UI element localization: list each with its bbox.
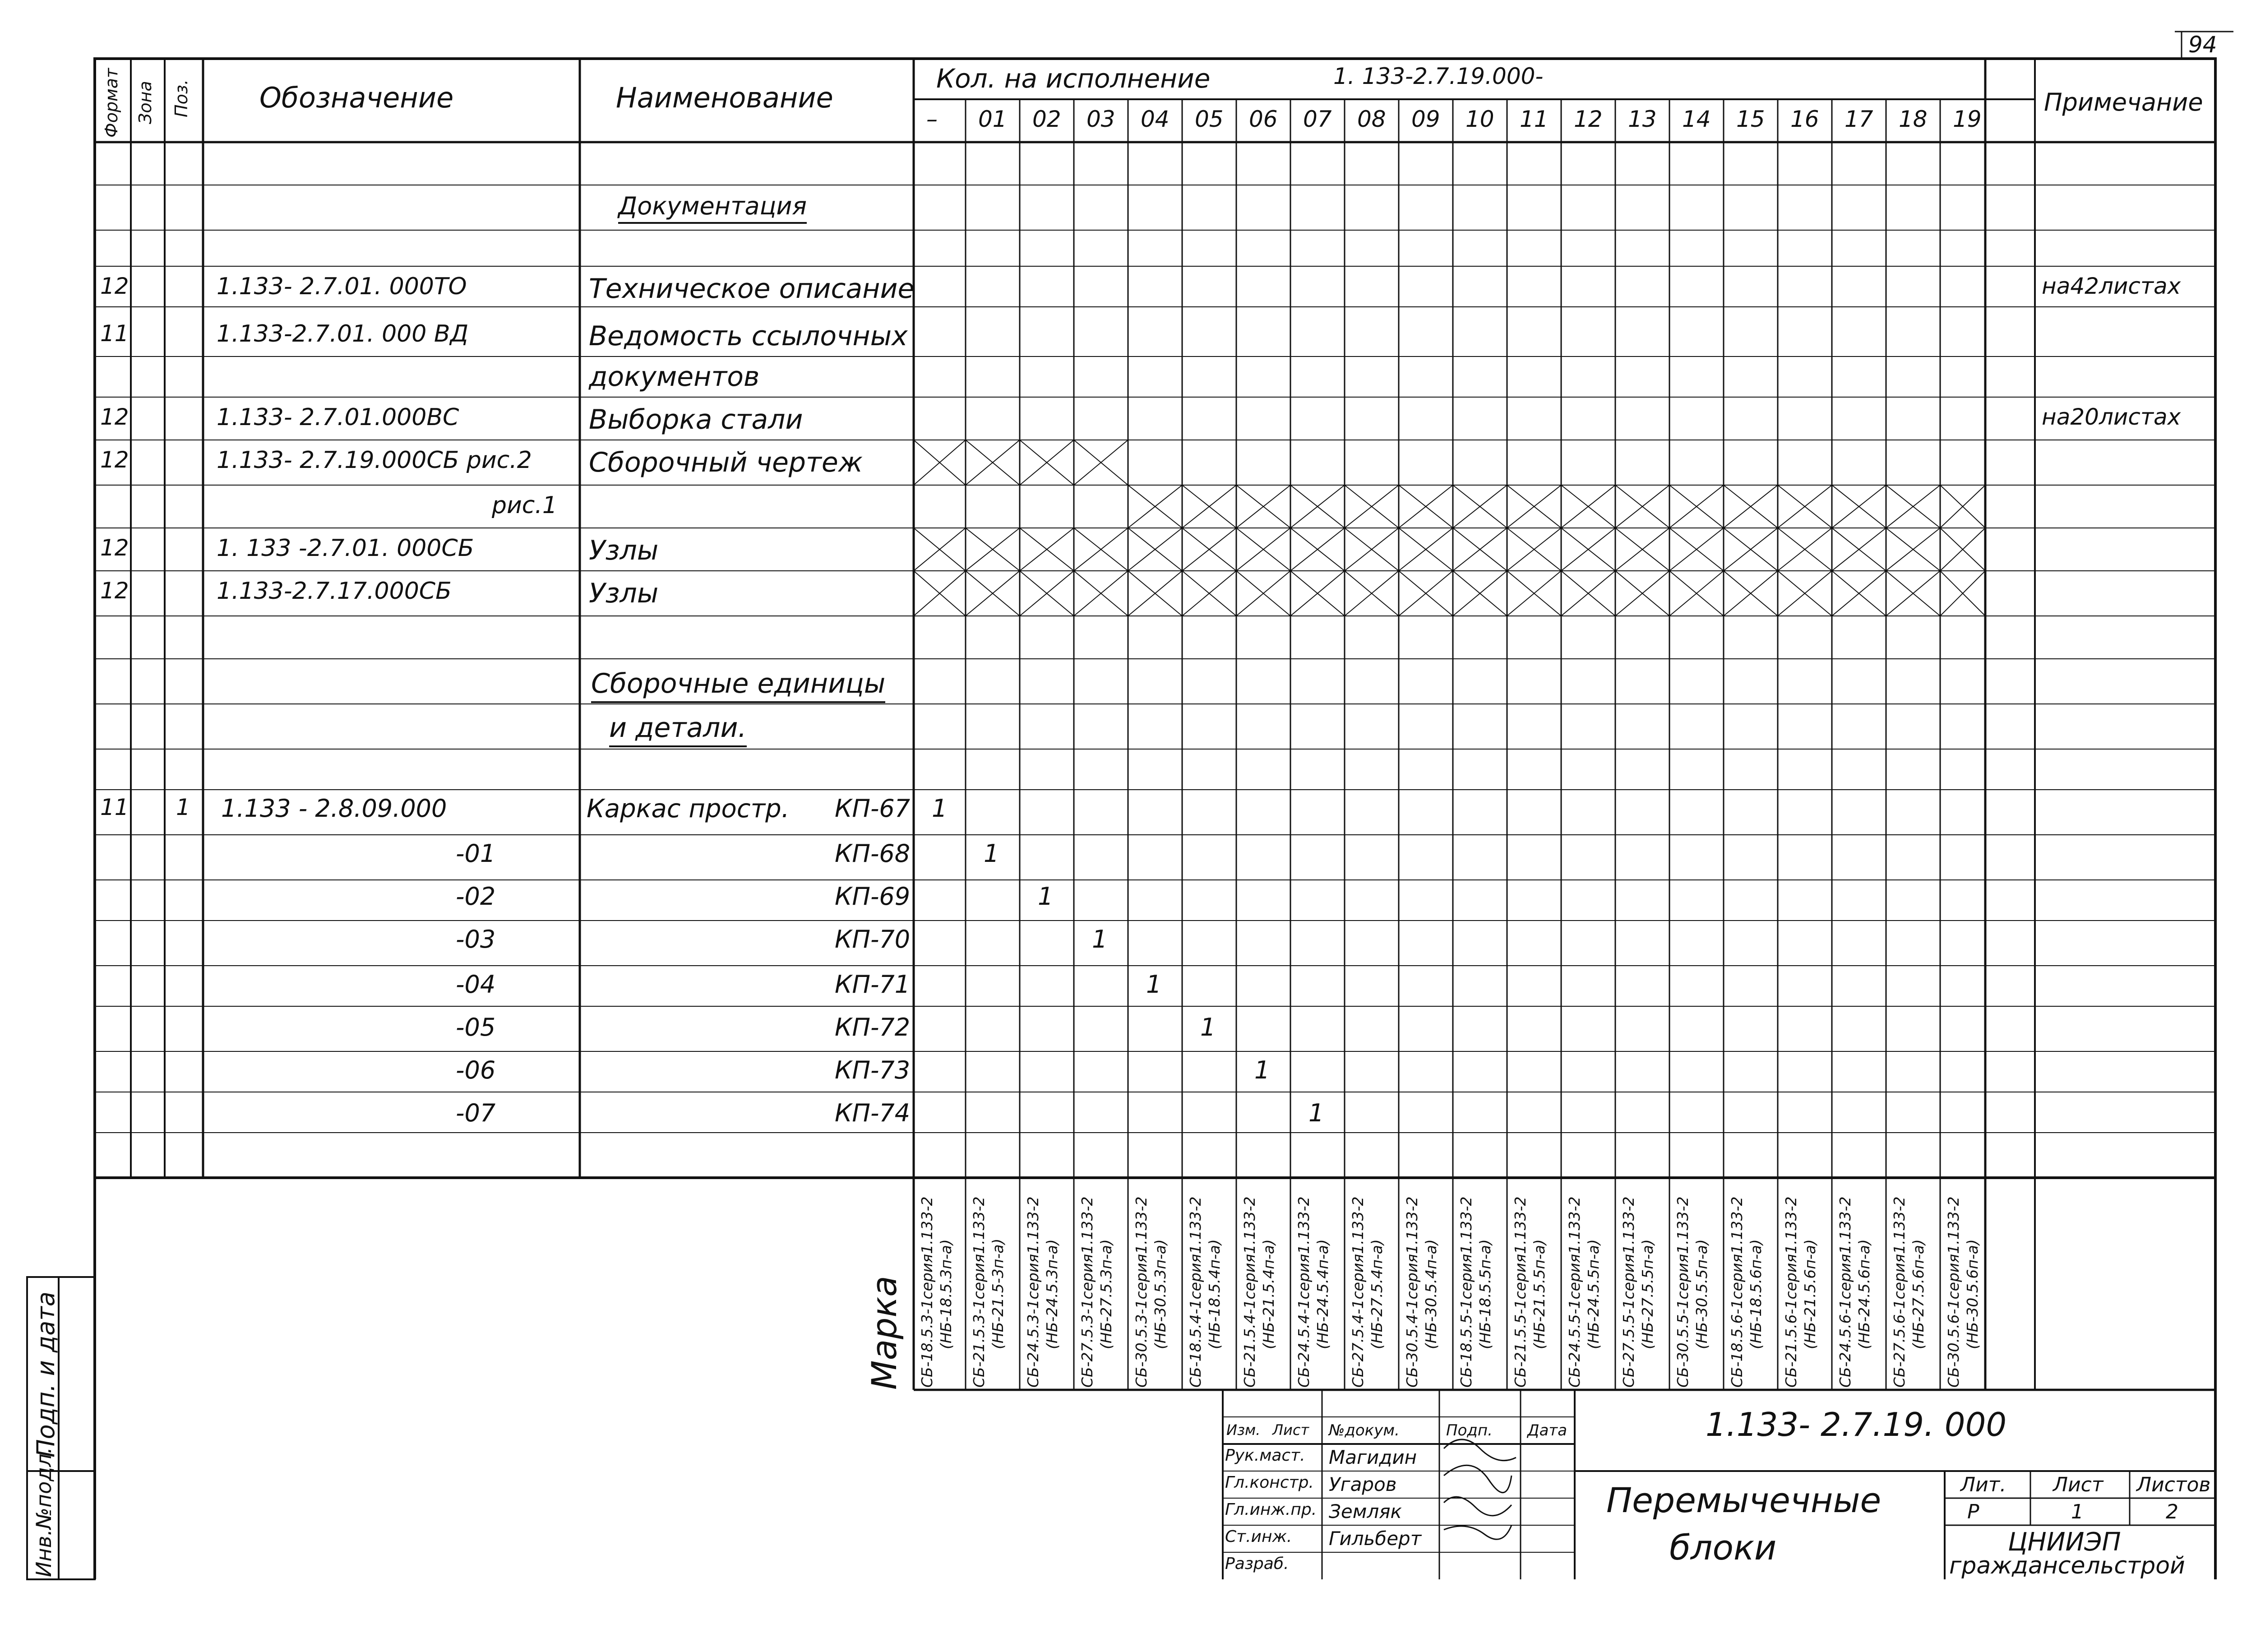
variant-label-0: – [926,106,938,132]
crossed-cell [1886,528,1940,571]
item-designation: 1.133 - 2.8.09.000 [221,794,447,823]
variant-label-9: 09 [1411,106,1440,132]
variant-label-8: 08 [1357,106,1386,132]
doc-title-2: блоки [1669,1527,1777,1568]
lit-label: Лит. [1960,1473,2006,1496]
header-qty-title: Кол. на исполнение [936,63,1211,94]
item-designation: -06 [456,1056,496,1084]
variant-label-14: 14 [1682,106,1711,132]
row-name: Узлы [589,578,659,609]
crossed-cell [1074,528,1128,571]
crossed-cell [1724,485,1778,528]
header-zone: Зона [135,81,155,124]
crossed-cell [1561,528,1615,571]
variant-label-12: 12 [1574,106,1603,132]
crossed-cell [966,571,1020,616]
crossed-cell [1669,571,1724,616]
item-qty: 1 [1254,1056,1270,1084]
org-1: ЦНИИЭП [2008,1527,2121,1557]
crossed-cell [1345,571,1399,616]
row-designation: 1.133- 2.7.19.000СБ рис.2 [217,447,532,474]
item-format: 11 [100,794,129,820]
crossed-cell [1399,485,1453,528]
crossed-cell [966,528,1020,571]
sheet-number: 94 [2188,32,2217,58]
item-mark: КП-71 [835,970,911,999]
sheets-label: Листов [2136,1473,2211,1496]
org-2: граждансельстрой [1949,1552,2185,1579]
mark-line1: СБ-21.5.5-1серия1.133-2 [1512,1196,1529,1388]
mark-line2: (НБ-21.5-3п-а) [989,1238,1007,1349]
item-name: Каркас простр. [587,794,790,824]
variant-label-1: 01 [978,106,1007,132]
mark-line1: СБ-30.5.4-1серия1.133-2 [1403,1196,1421,1388]
crossed-cell [1182,528,1236,571]
mark-line2: (НБ-30.5.3п-а) [1151,1239,1169,1349]
item-pos: 1 [176,794,190,820]
crossed-cell [1074,440,1128,485]
mark-line2: (НБ-30.5.6п-а) [1964,1239,1981,1349]
row-name: Техническое описание [589,273,915,305]
row-format: 12 [100,535,129,561]
crossed-cell [1236,528,1290,571]
header-name: Наименование [616,81,833,114]
item-qty: 1 [932,794,948,823]
crossed-cell [1290,528,1345,571]
item-mark: КП-72 [835,1013,911,1041]
crossed-cell [1399,571,1453,616]
mark-line2: (НБ-18.5.5п-а) [1476,1239,1494,1349]
variant-label-18: 18 [1899,106,1928,132]
item-designation: -04 [456,970,496,999]
tb-role: Рук.маст. [1225,1446,1305,1465]
crossed-cell [1345,485,1399,528]
crossed-cell [914,440,966,485]
item-qty: 1 [984,839,999,868]
mark-line1: СБ-18.5.5-1серия1.133-2 [1457,1196,1475,1388]
sheet-label: Лист [2053,1473,2103,1496]
crossed-cell [1669,485,1724,528]
crossed-cell [1345,528,1399,571]
mark-line1: СБ-30.5.5-1серия1.133-2 [1674,1196,1692,1388]
crossed-cell [1020,571,1074,616]
crossed-cell [1669,528,1724,571]
item-designation: -02 [456,882,496,911]
item-qty: 1 [1038,882,1054,911]
row-name: Узлы [589,535,659,566]
crossed-cell [1724,571,1778,616]
variant-label-2: 02 [1032,106,1061,132]
item-designation: -07 [456,1099,496,1127]
mark-line1: СБ-30.5.6-1серия1.133-2 [1945,1196,1962,1388]
crossed-cell [1832,571,1886,616]
crossed-cell [1778,571,1832,616]
crossed-cell [1778,528,1832,571]
crossed-cell [1453,571,1507,616]
item-qty: 1 [1146,970,1162,999]
crossed-cell [1615,571,1669,616]
tb-hdr-list: Лист [1272,1421,1309,1439]
crossed-cell [1940,571,1985,616]
row-designation: рис.1 [492,492,558,519]
lit-value: Р [1967,1500,1979,1523]
header-qty-code: 1. 133-2.7.19.000- [1333,63,1544,89]
header-note: Примечание [2044,88,2203,116]
mark-line1: СБ-27.5.3-1серия1.133-2 [1078,1196,1096,1388]
doc-title-1: Перемычечные [1606,1480,1882,1520]
crossed-cell [1615,528,1669,571]
tb-name: Земляк [1329,1500,1402,1522]
tb-hdr-sign: Подп. [1446,1421,1493,1439]
row-designation: 1.133-2.7.01. 000 ВД [217,320,469,347]
mark-line2: (НБ-21.5.6п-а) [1801,1239,1819,1349]
crossed-cell [1236,485,1290,528]
mark-line2: (НБ-18.5.6п-а) [1747,1239,1765,1349]
side-sign-date: Подп. и дата [32,1291,60,1458]
row-name: документов [589,361,760,393]
mark-line1: СБ-21.5.6-1серия1.133-2 [1782,1196,1800,1388]
row-format: 12 [100,404,129,430]
tb-role: Ст.инж. [1225,1527,1292,1546]
item-qty: 1 [1200,1013,1216,1041]
mark-line1: СБ-21.5.3-1серия1.133-2 [970,1196,988,1388]
item-mark: КП-69 [835,882,911,911]
variant-label-7: 07 [1303,106,1332,132]
row-format: 11 [100,320,129,347]
tb-name: Магидин [1329,1446,1417,1468]
crossed-cell [1182,485,1236,528]
tb-hdr-doc: №докум. [1329,1421,1400,1439]
mark-line1: СБ-21.5.4-1серия1.133-2 [1241,1196,1258,1388]
crossed-cell [1940,485,1985,528]
crossed-cell [1561,571,1615,616]
mark-line2: (НБ-30.5.4п-а) [1422,1239,1440,1349]
row-name: Выборка стали [589,404,803,435]
mark-line2: (НБ-18.5.3п-а) [937,1239,955,1349]
crossed-cell [1128,571,1182,616]
tb-role: Разраб. [1225,1555,1289,1573]
crossed-cell [1886,485,1940,528]
row-format: 12 [100,578,129,604]
tb-role: Гл.констр. [1225,1473,1314,1492]
row-name: Сборочный чертеж [589,447,863,478]
tb-name: Гильберт [1329,1527,1422,1550]
crossed-cell [1724,528,1778,571]
header-pos: Поз. [171,79,191,117]
item-mark: КП-74 [835,1099,911,1127]
crossed-cell [1615,485,1669,528]
sheets-value: 2 [2166,1500,2178,1523]
header-format: Формат [102,68,121,138]
mark-line1: СБ-24.5.6-1серия1.133-2 [1836,1196,1854,1388]
item-mark: КП-68 [835,839,911,868]
crossed-cell [1020,440,1074,485]
mark-line1: СБ-24.5.3-1серия1.133-2 [1024,1196,1042,1388]
sheet-value: 1 [2071,1500,2084,1523]
crossed-cell [1832,485,1886,528]
mark-line2: (НБ-18.5.4п-а) [1206,1239,1223,1349]
mark-line2: (НБ-21.5.4п-а) [1260,1239,1277,1349]
variant-label-10: 10 [1465,106,1494,132]
crossed-cell [1128,528,1182,571]
crossed-cell [1886,571,1940,616]
mark-line1: СБ-27.5.4-1серия1.133-2 [1349,1196,1367,1388]
tb-hdr-izm: Изм. [1226,1421,1261,1439]
crossed-cell [1236,571,1290,616]
mark-line1: СБ-18.5.4-1серия1.133-2 [1187,1196,1204,1388]
mark-line1: СБ-24.5.5-1серия1.133-2 [1566,1196,1583,1388]
crossed-cell [1290,485,1345,528]
row-format: 12 [100,447,129,473]
variant-label-16: 16 [1790,106,1819,132]
mark-line2: (НБ-27.5.3п-а) [1097,1239,1115,1349]
section-assemblies-1: Сборочные единицы [591,668,885,703]
item-mark: КП-70 [835,925,911,953]
mark-line1: СБ-18.5.6-1серия1.133-2 [1728,1196,1746,1388]
mark-line1: СБ-24.5.4-1серия1.133-2 [1295,1196,1313,1388]
row-note: на42листах [2042,273,2181,299]
mark-line2: (НБ-21.5.5п-а) [1530,1239,1548,1349]
crossed-cell [1778,485,1832,528]
mark-line2: (НБ-24.5.5п-а) [1585,1239,1602,1349]
variant-label-5: 05 [1195,106,1224,132]
row-designation: 1. 133 -2.7.01. 000СБ [217,535,474,562]
row-note: на20листах [2042,404,2181,430]
mark-line1: СБ-27.5.5-1серия1.133-2 [1620,1196,1637,1388]
crossed-cell [1128,485,1182,528]
variant-label-4: 04 [1141,106,1170,132]
crossed-cell [1453,485,1507,528]
mark-line2: (НБ-24.5.3п-а) [1043,1239,1061,1349]
crossed-cell [1507,571,1561,616]
row-designation: 1.133- 2.7.01. 000ТО [217,273,467,300]
item-qty: 1 [1092,925,1108,953]
crossed-cell [914,528,966,571]
variant-label-13: 13 [1628,106,1657,132]
crossed-cell [1507,528,1561,571]
row-designation: 1.133-2.7.17.000СБ [217,578,452,605]
crossed-cell [966,440,1020,485]
crossed-cell [1290,571,1345,616]
mark-line2: (НБ-27.5.5п-а) [1639,1239,1656,1349]
header-designation: Обозначение [259,81,454,114]
mark-line2: (НБ-24.5.6п-а) [1855,1239,1873,1349]
variant-label-17: 17 [1845,106,1873,132]
variant-label-6: 06 [1249,106,1278,132]
row-designation: 1.133- 2.7.01.000ВС [217,404,459,431]
doc-code: 1.133- 2.7.19. 000 [1706,1406,2007,1444]
tb-role: Гл.инж.пр. [1225,1500,1317,1519]
row-format: 12 [100,273,129,299]
crossed-cell [1074,571,1128,616]
crossed-cell [1399,528,1453,571]
mark-line1: СБ-27.5.6-1серия1.133-2 [1891,1196,1908,1388]
tb-name: Угаров [1329,1473,1397,1495]
mark-line2: (НБ-30.5.5п-а) [1693,1239,1710,1349]
mark-line1: СБ-30.5.3-1серия1.133-2 [1133,1196,1150,1388]
crossed-cell [1561,485,1615,528]
variant-label-15: 15 [1736,106,1765,132]
item-mark: КП-67 [835,794,911,823]
mark-line2: (НБ-24.5.4п-а) [1314,1239,1331,1349]
mark-line2: (НБ-27.5.6п-а) [1909,1239,1927,1349]
item-mark: КП-73 [835,1056,911,1084]
mark-line2: (НБ-27.5.4п-а) [1368,1239,1386,1349]
item-qty: 1 [1308,1099,1324,1127]
item-designation: -03 [456,925,496,953]
mark-line1: СБ-18.5.3-1серия1.133-2 [918,1196,936,1388]
variant-label-3: 03 [1086,106,1115,132]
crossed-cell [1020,528,1074,571]
crossed-cell [1182,571,1236,616]
variant-label-19: 19 [1953,106,1982,132]
section-assemblies-2: и детали. [609,712,747,747]
crossed-cell [1507,485,1561,528]
section-documentation: Документация [618,192,807,224]
marka-label: Марка [864,1276,904,1390]
item-designation: -01 [456,839,496,868]
crossed-cell [1453,528,1507,571]
item-designation: -05 [456,1013,496,1041]
tb-hdr-date: Дата [1527,1421,1567,1439]
variant-label-11: 11 [1520,106,1549,132]
side-inv-no: Инв.№подл. [32,1447,56,1577]
crossed-cell [914,571,966,616]
crossed-cell [1832,528,1886,571]
row-name: Ведомость ссылочных [589,320,908,352]
crossed-cell [1940,528,1985,571]
